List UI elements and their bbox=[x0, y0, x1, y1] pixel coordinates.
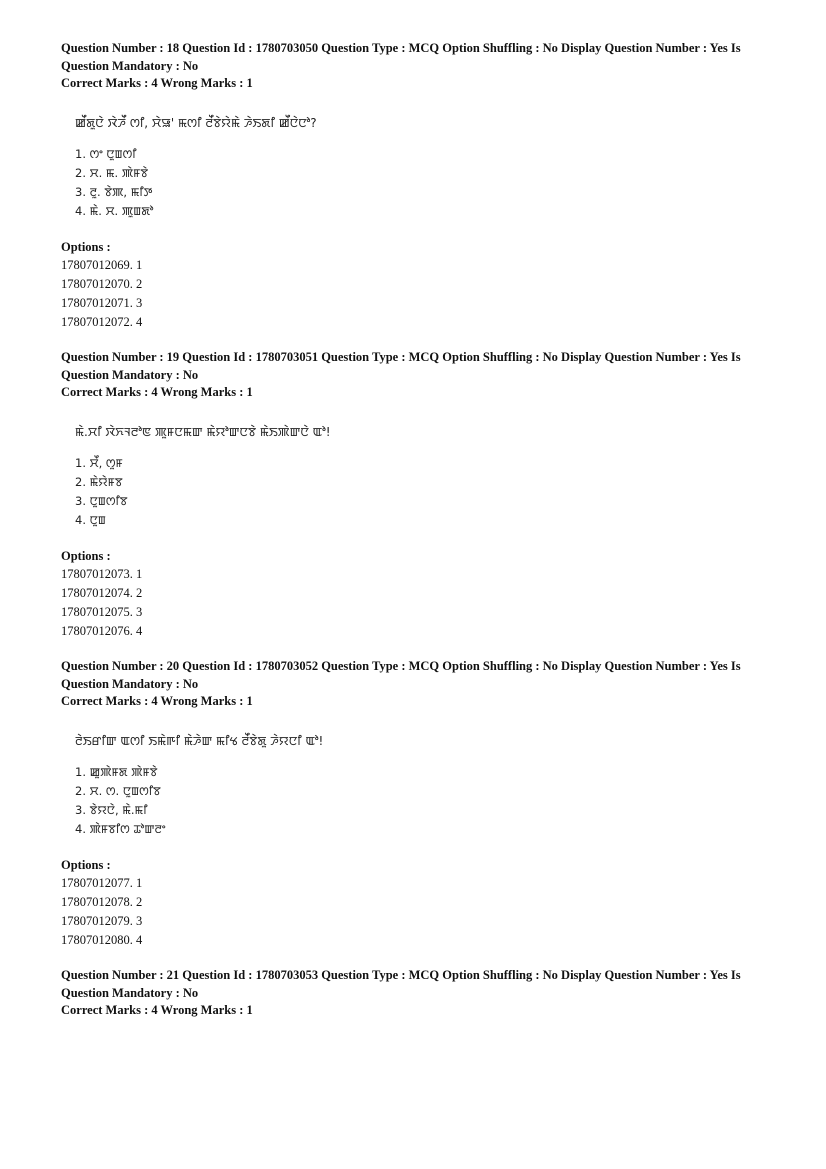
choice-item: 2. ꯆ. ꯃ. ꯄꯥꯝꯕꯥ bbox=[75, 165, 149, 180]
option-id: 17807012078. 2 bbox=[61, 894, 143, 909]
option-id: 17807012075. 3 bbox=[61, 604, 143, 619]
question-meta-line: Question Number : 21 Question Id : 1780703053 Question Type : MCQ Option Shuffling : No Display Question Number : Yes Is bbox=[61, 968, 741, 982]
choice-item: 3. ꯅꯨꯡꯁꯤꯕ bbox=[75, 493, 128, 508]
question-meta-line: Question Number : 18 Question Id : 1780703050 Question Type : MCQ Option Shuffling : No Display Question Number : Yes Is bbox=[61, 41, 741, 55]
choice-item: 3. ꯕꯥꯌꯅꯥ, ꯃꯥ.ꯃꯤ bbox=[75, 802, 148, 817]
option-id-list bbox=[61, 874, 761, 950]
question-text: ꯀꯩꯗꯨꯅꯥ ꯋꯥꯍꯩ ꯁꯤ, ꯆꯥꯎ' ꯃꯁꯤ ꯂꯩꯕꯥꯌꯥꯃꯥ ꯍꯥꯏꯗꯤ ꯀꯩꯅꯥꯅꯣ? bbox=[75, 115, 317, 130]
question-text: ꯃꯥ.ꯆꯤ ꯋꯥꯈꯜꯂꯣꯟ ꯄꯨꯝꯅꯃꯛ ꯃꯥꯌꯣꯛꯅꯕꯥ ꯃꯥꯏꯄꯥꯛꯅꯥ ꯑꯣ! bbox=[75, 424, 331, 439]
options-label: Options : bbox=[61, 857, 111, 872]
option-id: 17807012077. 1 bbox=[61, 875, 143, 890]
choice-item: 4. ꯅꯨꯡ bbox=[75, 512, 106, 527]
option-id-list bbox=[61, 256, 761, 332]
option-id: 17807012079. 3 bbox=[61, 913, 143, 928]
options-label: Options : bbox=[61, 239, 111, 254]
question-text: ꯂꯥꯏꯔꯤꯛ ꯑꯁꯤ ꯏꯃꯥꯒꯤ ꯃꯥꯍꯥꯛ ꯃꯤꯠ ꯂꯩꯕꯥꯗꯨ ꯍꯥꯌꯅꯤ ꯑꯣ! bbox=[75, 733, 324, 748]
options-label: Options : bbox=[61, 548, 111, 563]
option-id: 17807012074. 2 bbox=[61, 585, 143, 600]
option-id: 17807012076. 4 bbox=[61, 623, 143, 638]
option-id: 17807012069. 1 bbox=[61, 257, 143, 272]
choice-item: 2. ꯃꯥꯌꯥꯝꯕ bbox=[75, 474, 123, 489]
choice-list bbox=[75, 763, 761, 839]
option-id: 17807012072. 4 bbox=[61, 314, 143, 329]
question-mandatory-line: Question Mandatory : No bbox=[61, 58, 199, 73]
marks-line: Correct Marks : 4 Wrong Marks : 1 bbox=[61, 1003, 253, 1017]
question-mandatory-line: Question Mandatory : No bbox=[61, 367, 199, 382]
question-header bbox=[61, 658, 761, 711]
question-mandatory-line: Question Mandatory : No bbox=[61, 985, 199, 1000]
choice-item: 1. ꯁꯦ ꯅꯨꯡꯁꯤ bbox=[75, 146, 137, 161]
choice-list bbox=[75, 454, 761, 530]
choice-list bbox=[75, 145, 761, 221]
question-block-19 bbox=[61, 349, 761, 658]
option-id: 17807012073. 1 bbox=[61, 566, 143, 581]
marks-line: Correct Marks : 4 Wrong Marks : 1 bbox=[61, 76, 253, 90]
marks-line: Correct Marks : 4 Wrong Marks : 1 bbox=[61, 385, 253, 399]
question-header bbox=[61, 349, 761, 402]
choice-item: 2. ꯆ. ꯁ. ꯅꯨꯡꯁꯤꯕ bbox=[75, 783, 161, 798]
choice-item: 1. ꯆꯩ, ꯁꯨꯝ bbox=[75, 455, 123, 470]
question-block-20 bbox=[61, 658, 761, 967]
question-block-18 bbox=[61, 40, 761, 349]
option-id: 17807012071. 3 bbox=[61, 295, 143, 310]
question-paper-page bbox=[61, 40, 761, 1020]
question-mandatory-line: Question Mandatory : No bbox=[61, 676, 199, 691]
choice-item: 3. ꯂꯨ. ꯕꯥꯄ, ꯃꯤꯇ bbox=[75, 184, 153, 199]
option-id: 17807012070. 2 bbox=[61, 276, 143, 291]
question-block-21 bbox=[61, 967, 761, 1020]
question-header bbox=[61, 967, 761, 1020]
choice-item: 4. ꯄꯥꯝꯕꯤꯁ ꯊꯣꯛꯂꯦ bbox=[75, 821, 166, 836]
option-id-list bbox=[61, 565, 761, 641]
question-meta-line: Question Number : 20 Question Id : 1780703052 Question Type : MCQ Option Shuffling : No Display Question Number : Yes Is bbox=[61, 659, 741, 673]
choice-item: 1. ꯀꯨꯄꯥꯝꯗ ꯄꯥꯝꯕꯥ bbox=[75, 764, 158, 779]
option-id: 17807012080. 4 bbox=[61, 932, 143, 947]
marks-line: Correct Marks : 4 Wrong Marks : 1 bbox=[61, 694, 253, 708]
choice-item: 4. ꯃꯥ. ꯆ. ꯄꯨꯡꯗꯣ bbox=[75, 203, 154, 218]
question-meta-line: Question Number : 19 Question Id : 1780703051 Question Type : MCQ Option Shuffling : No Display Question Number : Yes Is bbox=[61, 350, 741, 364]
question-header bbox=[61, 40, 761, 93]
